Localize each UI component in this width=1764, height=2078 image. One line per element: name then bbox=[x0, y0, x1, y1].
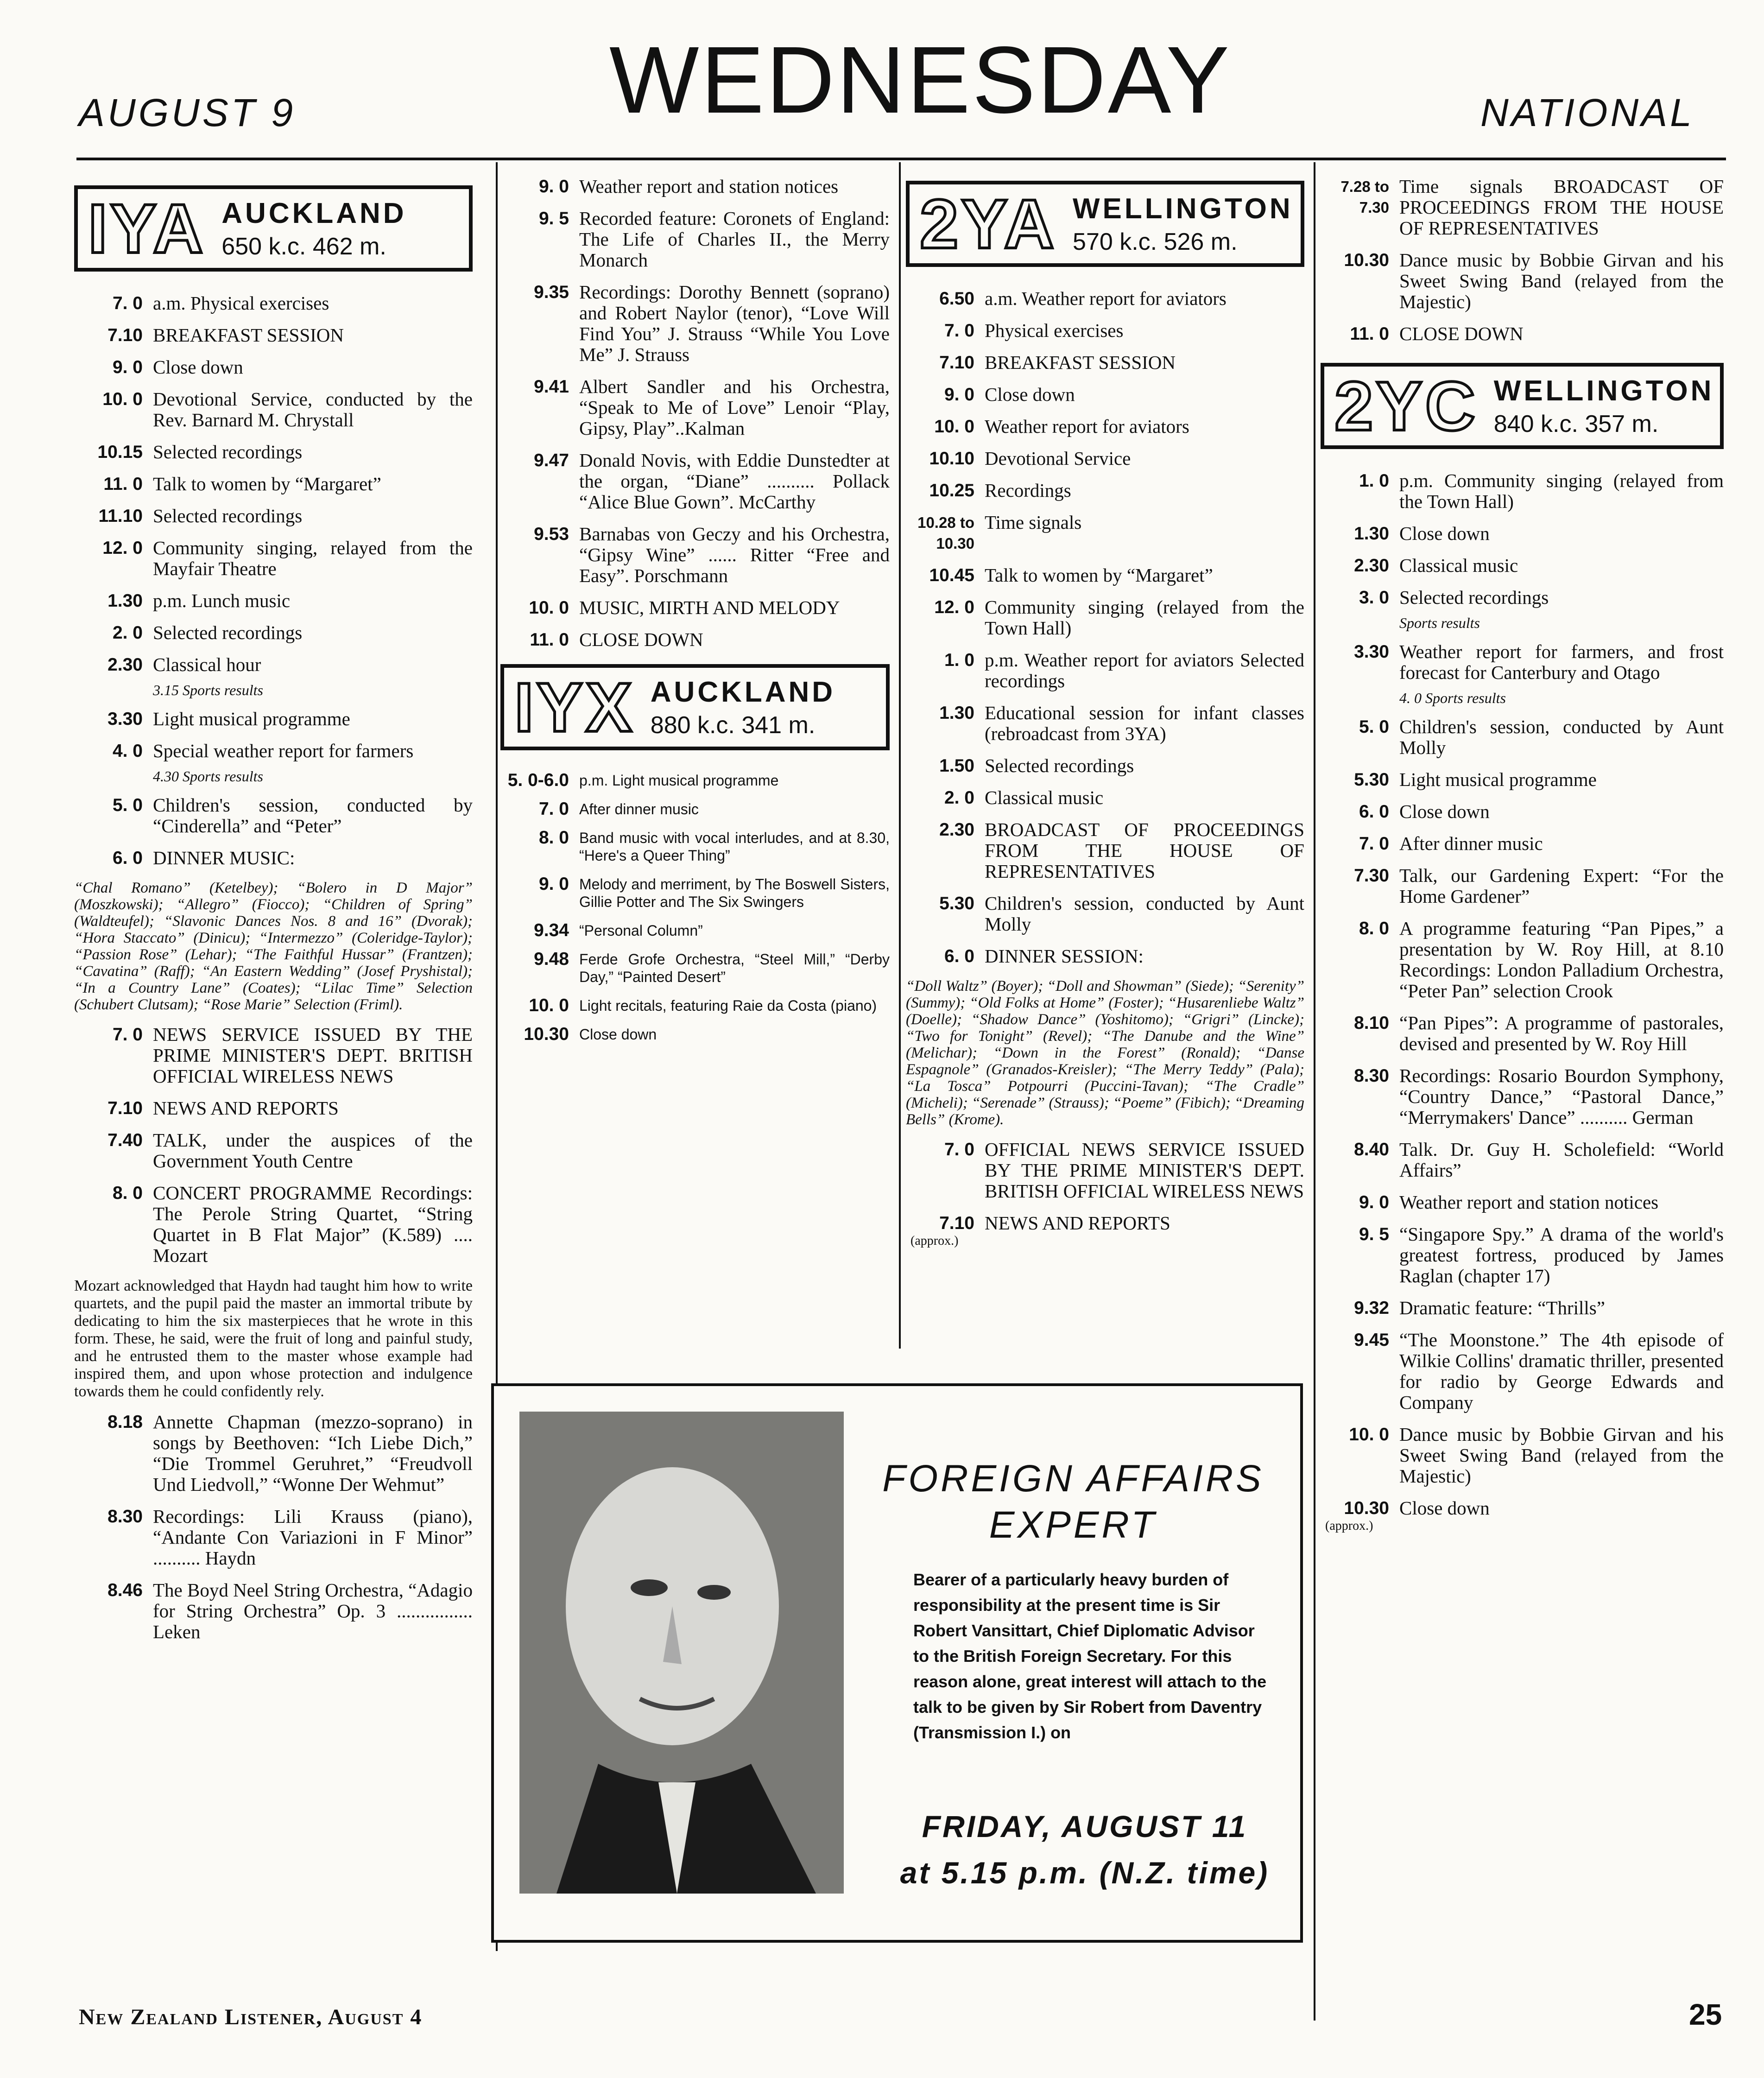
entry-time: 10. 0 bbox=[529, 995, 569, 1015]
station-city: AUCKLAND bbox=[650, 676, 836, 708]
entry-text: After dinner music bbox=[1399, 833, 1543, 854]
entry-text: Community singing, relayed from the Mayfair Theatre bbox=[153, 537, 473, 579]
entry-time: 7.10 bbox=[939, 1213, 974, 1233]
list-item bbox=[74, 474, 473, 494]
list-item bbox=[74, 1024, 473, 1087]
entry-text: “The Moonstone.” The 4th episode of Wilkie Collins' dramatic thriller, presented for radio by George Edwards and Company bbox=[1399, 1329, 1724, 1413]
entry-text: CONCERT PROGRAMME Recordings: The Perole String Quartet, “String Quartet in B Flat Major” (K.589) .... Mozart bbox=[153, 1182, 473, 1266]
entry-text: Melody and merriment, by The Boswell Sisters, Gillie Potter and The Six Swingers bbox=[579, 876, 890, 910]
list-item bbox=[74, 1098, 473, 1119]
entry-time: 11. 0 bbox=[1350, 324, 1389, 344]
column-1yA bbox=[74, 167, 473, 1654]
entry-text: Close down bbox=[1399, 1497, 1490, 1519]
list-item bbox=[1321, 523, 1724, 544]
entry-time: 8.18 bbox=[107, 1412, 143, 1432]
list-item bbox=[1321, 833, 1724, 854]
station-box-2yc bbox=[1321, 363, 1724, 449]
list-item bbox=[1321, 555, 1724, 576]
station-frequency: 880 k.c. 341 m. bbox=[650, 711, 816, 739]
entry-time: 1.30 bbox=[939, 703, 974, 723]
entry-time: 5. 0 bbox=[1359, 717, 1389, 737]
sports-note: 3.15 Sports results bbox=[153, 682, 263, 698]
entry-time: 7. 0 bbox=[538, 799, 569, 819]
entry-time: 10.28 to 10.30 bbox=[917, 514, 974, 552]
entry-time: 10. 0 bbox=[934, 417, 974, 437]
entry-time: 7.30 bbox=[1354, 866, 1389, 886]
feature-time-line: at 5.15 p.m. (N.Z. time) bbox=[900, 1856, 1270, 1890]
entry-time: 6.50 bbox=[939, 289, 974, 309]
entry-text: Close down bbox=[579, 1026, 657, 1043]
entry-time: 2. 0 bbox=[112, 623, 143, 643]
entry-text: The Boyd Neel String Orchestra, “Adagio for String Orchestra” Op. 3 ................ Leken bbox=[153, 1579, 473, 1642]
list-item bbox=[74, 293, 473, 314]
list-item bbox=[1321, 865, 1724, 907]
entry-time: 7.28 to 7.30 bbox=[1340, 178, 1389, 216]
list-item bbox=[500, 1026, 890, 1043]
approx-label: (approx.) bbox=[1325, 1519, 1373, 1533]
entry-time: 7.10 bbox=[107, 1098, 143, 1118]
list-item bbox=[906, 1139, 1304, 1202]
list-item bbox=[1321, 1298, 1724, 1318]
entry-text: Weather report and station notices bbox=[1399, 1191, 1659, 1213]
list-item bbox=[906, 946, 1304, 967]
entry-text: Devotional Service bbox=[985, 448, 1131, 469]
sports-note: 4.30 Sports results bbox=[153, 768, 263, 785]
list-item bbox=[74, 848, 473, 868]
entry-time: 1.30 bbox=[107, 591, 143, 611]
entry-text: BREAKFAST SESSION bbox=[985, 352, 1176, 373]
mozart-note: Mozart acknowledged that Haydn had taught him how to write quartets, and the pupil paid the master an immortal tribute by dedicating to him the six masterpieces that he wrote in this form. These, he said, were the fruit of long and painful study, and he entrusted them to the master whose example had inspired them, and upon whose protection and indulgence towards them he could confidently rely. bbox=[74, 1277, 473, 1400]
entry-time: 5.30 bbox=[939, 893, 974, 913]
list-item bbox=[1321, 470, 1724, 512]
entry-time: 10.15 bbox=[97, 442, 143, 462]
list-item bbox=[500, 376, 890, 439]
entry-text: Talk to women by “Margaret” bbox=[153, 473, 381, 494]
entry-text: p.m. Lunch music bbox=[153, 590, 291, 611]
list-item bbox=[500, 208, 890, 271]
entry-text: Classical hour bbox=[153, 654, 261, 675]
entry-time: 3. 0 bbox=[1359, 588, 1389, 608]
list-item bbox=[74, 1412, 473, 1495]
entry-text: Band music with vocal interludes, and at 8.30, “Here's a Queer Thing” bbox=[579, 830, 890, 864]
entry-text: Talk, our Gardening Expert: “For the Home Gardener” bbox=[1399, 865, 1724, 907]
list-item bbox=[1321, 587, 1724, 608]
station-city: WELLINGTON bbox=[1073, 192, 1293, 225]
station-box-1yx bbox=[500, 664, 890, 750]
list-item bbox=[906, 787, 1304, 808]
list-item bbox=[500, 524, 890, 586]
entry-time: 8. 0 bbox=[538, 828, 569, 848]
list-item bbox=[1321, 1192, 1724, 1213]
list-item bbox=[1321, 1424, 1724, 1487]
entry-time: 10. 0 bbox=[529, 598, 569, 618]
list-item bbox=[500, 800, 890, 818]
entry-text: Classical music bbox=[985, 787, 1104, 808]
entry-time: 2.30 bbox=[107, 655, 143, 675]
entry-time: 5.30 bbox=[1354, 770, 1389, 790]
column-divider bbox=[1314, 162, 1315, 2021]
entry-text: DINNER MUSIC: bbox=[153, 847, 295, 868]
list-item bbox=[906, 703, 1304, 744]
entry-time: 6. 0 bbox=[1359, 802, 1389, 822]
list-item bbox=[906, 755, 1304, 776]
list-item bbox=[74, 325, 473, 346]
column-2yc bbox=[1321, 167, 1724, 1533]
entry-text: After dinner music bbox=[579, 801, 699, 817]
entry-time: 10.30 bbox=[1344, 1498, 1389, 1518]
entry-time: 8.40 bbox=[1354, 1140, 1389, 1159]
page-number: 25 bbox=[1689, 1998, 1722, 2031]
entry-text: Selected recordings bbox=[1399, 587, 1549, 608]
list-item bbox=[74, 741, 473, 761]
entry-time: 9. 5 bbox=[1359, 1224, 1389, 1244]
entry-time: 10.45 bbox=[929, 565, 974, 585]
list-item bbox=[1321, 250, 1724, 312]
entry-text: Educational session for infant classes (rebroadcast from 3YA) bbox=[985, 702, 1304, 744]
entry-time: 11. 0 bbox=[530, 630, 569, 650]
column-1ya-cont bbox=[500, 167, 890, 1054]
entry-time: 10.25 bbox=[929, 481, 974, 500]
entry-text: Ferde Grofe Orchestra, “Steel Mill,” “Derby Day,” “Painted Desert” bbox=[579, 951, 890, 985]
entry-text: Community singing (relayed from the Town Hall) bbox=[985, 596, 1304, 639]
entry-time: 10. 0 bbox=[102, 389, 143, 409]
entry-text: Recordings: Lili Krauss (piano), “Andante Con Variazioni in F Minor” .......... Haydn bbox=[153, 1506, 473, 1569]
entry-time: 9.41 bbox=[534, 377, 569, 397]
entry-text: “Pan Pipes”: A programme of pastorales, devised and presented by W. Roy Hill bbox=[1399, 1012, 1724, 1054]
station-frequency: 650 k.c. 462 m. bbox=[221, 233, 386, 260]
list-item bbox=[1321, 176, 1724, 239]
entry-text: Selected recordings bbox=[153, 622, 303, 643]
entry-text: TALK, under the auspices of the Government Youth Centre bbox=[153, 1129, 473, 1172]
entry-time: 12. 0 bbox=[102, 538, 143, 558]
dinner-music-list: “Chal Romano” (Ketelbey); “Bolero in D Major” (Moszkowski); “Allegro” (Fiocco); “Children of Spring” (Waldteufel); “Slavonic Dances Nos. 8 and 16” (Dvorak); “Hora Staccato” (Dinicu); “Intermezzo” (Coleridge-Taylor); “Passion Rose” (Lehar); “The Faithful Hussar” (Frantzen); “Cavatina” (Raff); “An Eastern Wedding” (Josef Pryshistal); “In a Country Lane” (Coates); “Lilac Time” Selection (Schubert Clutsam); “Rose Marie” Selection (Friml). bbox=[74, 880, 473, 1013]
list-item bbox=[74, 1580, 473, 1642]
list-item bbox=[906, 650, 1304, 691]
list-item bbox=[500, 922, 890, 939]
entry-text: A programme featuring “Pan Pipes,” a presentation by W. Roy Hill, at 8.10 Recordings: London Palladium Orchestra, “Peter Pan” selection Crook bbox=[1399, 918, 1724, 1001]
station-frequency: 840 k.c. 357 m. bbox=[1493, 410, 1659, 437]
entry-time: 11. 0 bbox=[103, 474, 143, 494]
entry-text: Light musical programme bbox=[1399, 769, 1597, 790]
list-item bbox=[500, 875, 890, 911]
list-item bbox=[74, 1506, 473, 1569]
entry-time: 6. 0 bbox=[944, 946, 974, 966]
entry-time: 1. 0 bbox=[1359, 471, 1389, 491]
entry-text: a.m. Physical exercises bbox=[153, 292, 329, 314]
entry-time: 9.35 bbox=[534, 282, 569, 302]
entry-time: 7. 0 bbox=[112, 1025, 143, 1045]
entry-text: NEWS AND REPORTS bbox=[153, 1097, 339, 1119]
column-2ya bbox=[906, 167, 1304, 1248]
station-frequency: 570 k.c. 526 m. bbox=[1073, 228, 1238, 255]
entry-time: 9. 0 bbox=[538, 177, 569, 196]
entry-time: 1.50 bbox=[939, 756, 974, 776]
list-item bbox=[74, 538, 473, 579]
entry-text: Children's session, conducted by Aunt Molly bbox=[1399, 716, 1724, 758]
list-item bbox=[500, 282, 890, 365]
entry-text: p.m. Weather report for aviators Selected recordings bbox=[985, 649, 1304, 691]
entry-time: 9. 5 bbox=[538, 209, 569, 228]
entry-text: Weather report for aviators bbox=[985, 416, 1189, 437]
entry-text: Weather report and station notices bbox=[579, 176, 839, 197]
entry-time: 9. 0 bbox=[112, 357, 143, 377]
list-item bbox=[906, 512, 1304, 554]
entry-text: Time signals bbox=[985, 512, 1082, 533]
entry-text: Selected recordings bbox=[153, 441, 303, 462]
list-item bbox=[74, 389, 473, 431]
list-item bbox=[74, 709, 473, 729]
entry-text: Light musical programme bbox=[153, 708, 350, 729]
entry-time: 1.30 bbox=[1354, 524, 1389, 544]
list-item bbox=[74, 622, 473, 643]
entry-time: 8.30 bbox=[107, 1507, 143, 1527]
list-item bbox=[74, 357, 473, 378]
feature-date bbox=[892, 1803, 1277, 1896]
entry-text: Talk to women by “Margaret” bbox=[985, 564, 1213, 586]
entry-text: Recordings bbox=[985, 480, 1071, 501]
station-callsign: 2YA bbox=[920, 185, 1057, 263]
list-item bbox=[1321, 1498, 1724, 1519]
feature-title: FOREIGN AFFAIRS EXPERT bbox=[882, 1457, 1264, 1546]
entry-text: Dramatic feature: “Thrills” bbox=[1399, 1297, 1605, 1318]
entry-text: CLOSE DOWN bbox=[1399, 323, 1524, 344]
entry-text: Children's session, conducted by Aunt Molly bbox=[985, 893, 1304, 935]
entry-text: Albert Sandler and his Orchestra, “Speak to Me of Love” Lenoir “Play, Gipsy, Play”..Kalman bbox=[579, 376, 890, 439]
list-item bbox=[906, 597, 1304, 639]
list-item bbox=[906, 565, 1304, 586]
entry-time: 2. 0 bbox=[944, 788, 974, 808]
entry-text: BROADCAST OF PROCEEDINGS FROM THE HOUSE OF REPRESENTATIVES bbox=[985, 819, 1304, 882]
entry-time: 10.30 bbox=[524, 1024, 569, 1044]
entry-time: 8.46 bbox=[107, 1580, 143, 1600]
entry-time: 8.10 bbox=[1354, 1013, 1389, 1033]
page-title: WEDNESDAY bbox=[609, 27, 1232, 133]
entry-text: Close down bbox=[153, 356, 243, 378]
entry-text: Physical exercises bbox=[985, 320, 1124, 341]
entry-text: p.m. Community singing (relayed from the Town Hall) bbox=[1399, 470, 1724, 512]
entry-time: 10.10 bbox=[929, 449, 974, 469]
list-item bbox=[500, 772, 890, 789]
entry-time: 10.30 bbox=[1344, 250, 1389, 270]
entry-text: Barnabas von Geczy and his Orchestra, “Gipsy Wine” ...... Ritter “Free and Easy”. Porschmann bbox=[579, 523, 890, 586]
footer-publication: New Zealand Listener, August 4 bbox=[79, 2005, 423, 2029]
entry-time: 7.10 bbox=[939, 353, 974, 373]
portrait-photo bbox=[519, 1412, 844, 1894]
entry-text: Time signals BROADCAST OF PROCEEDINGS FROM THE HOUSE OF REPRESENTATIVES bbox=[1399, 176, 1724, 239]
list-item bbox=[1321, 323, 1724, 344]
entry-time: 8.30 bbox=[1354, 1066, 1389, 1086]
list-item bbox=[74, 654, 473, 675]
header-network: NATIONAL bbox=[1480, 91, 1694, 134]
header-rule bbox=[76, 158, 1726, 160]
entry-time: 8. 0 bbox=[112, 1183, 143, 1203]
entry-time: 9. 0 bbox=[1359, 1192, 1389, 1212]
entry-text: a.m. Weather report for aviators bbox=[985, 288, 1227, 309]
sports-note: 4. 0 Sports results bbox=[1399, 690, 1506, 706]
entry-text: Recordings: Rosario Bourdon Symphony, “Country Dance,” “Pastoral Dance,” “Merrymakers' Dance” .......... German bbox=[1399, 1065, 1724, 1128]
list-item bbox=[906, 384, 1304, 405]
list-item bbox=[1321, 1065, 1724, 1128]
entry-time: 9.47 bbox=[534, 450, 569, 470]
list-item bbox=[1321, 918, 1724, 1001]
entry-time: 7. 0 bbox=[944, 1140, 974, 1159]
entry-time: 11.10 bbox=[98, 506, 143, 526]
station-city: WELLINGTON bbox=[1493, 374, 1714, 407]
entry-time: 8. 0 bbox=[1359, 919, 1389, 938]
list-item bbox=[74, 506, 473, 526]
entry-text: OFFICIAL NEWS SERVICE ISSUED BY THE PRIME MINISTER'S DEPT. BRITISH OFFICIAL WIRELESS NEWS bbox=[985, 1139, 1304, 1202]
entry-text: p.m. Light musical programme bbox=[579, 772, 779, 789]
entry-text: Recordings: Dorothy Bennett (soprano) and Robert Naylor (tenor), “Love Will Find You” J. Strauss “While You Love Me” J. Strauss bbox=[579, 281, 890, 365]
entry-time: 9.48 bbox=[534, 949, 569, 969]
entry-text: “Personal Column” bbox=[579, 922, 703, 939]
entry-text: Close down bbox=[1399, 523, 1490, 544]
list-item bbox=[906, 819, 1304, 882]
entry-text: BREAKFAST SESSION bbox=[153, 324, 344, 346]
entry-text: Donald Novis, with Eddie Dunstedter at the organ, “Diane” .......... Pollack “Alice Blue Gown”. McCarthy bbox=[579, 450, 890, 513]
entry-time: 2.30 bbox=[939, 820, 974, 840]
entry-time: 5. 0-6.0 bbox=[507, 770, 569, 790]
entry-text: Classical music bbox=[1399, 555, 1518, 576]
entry-text: Close down bbox=[1399, 801, 1490, 822]
entry-text: Light recitals, featuring Raie da Costa (piano) bbox=[579, 997, 877, 1014]
list-item bbox=[500, 597, 890, 618]
list-item bbox=[1321, 1013, 1724, 1054]
station-callsign: IYX bbox=[514, 668, 635, 746]
entry-time: 4. 0 bbox=[112, 741, 143, 761]
programme-list bbox=[500, 772, 890, 1043]
list-item bbox=[1321, 1330, 1724, 1413]
sports-note: Sports results bbox=[1399, 615, 1480, 631]
list-item bbox=[906, 320, 1304, 341]
entry-time: 12. 0 bbox=[934, 597, 974, 617]
entry-text: Dance music by Bobbie Girvan and his Sweet Swing Band (relayed from the Majestic) bbox=[1399, 249, 1724, 312]
entry-time: 7. 0 bbox=[944, 321, 974, 341]
entry-time: 3.30 bbox=[1354, 642, 1389, 662]
entry-text: Annette Chapman (mezzo-soprano) in songs by Beethoven: “Ich Liebe Dich,” “Die Trommel Geruhret,” “Freudvoll Und Liedvoll,” “Wonne Der Wehmut” bbox=[153, 1411, 473, 1495]
list-item bbox=[1321, 1139, 1724, 1181]
entry-time: 9. 0 bbox=[538, 874, 569, 894]
entry-text: “Singapore Spy.” A drama of the world's greatest fortress, produced by James Raglan (chapter 17) bbox=[1399, 1223, 1724, 1286]
entry-text: Special weather report for farmers bbox=[153, 740, 414, 761]
list-item bbox=[1321, 769, 1724, 790]
list-item bbox=[906, 416, 1304, 437]
entry-time: 10. 0 bbox=[1349, 1425, 1389, 1444]
list-item bbox=[500, 450, 890, 513]
list-item bbox=[500, 829, 890, 864]
entry-time: 7.10 bbox=[107, 325, 143, 345]
entry-text: Dance music by Bobbie Girvan and his Sweet Swing Band (relayed from the Majestic) bbox=[1399, 1424, 1724, 1487]
list-item bbox=[1321, 716, 1724, 758]
list-item bbox=[906, 480, 1304, 501]
entry-text: Talk. Dr. Guy H. Scholefield: “World Affairs” bbox=[1399, 1139, 1724, 1181]
entry-text: Children's session, conducted by “Cinderella” and “Peter” bbox=[153, 794, 473, 836]
list-item bbox=[906, 1213, 1304, 1234]
list-item bbox=[1321, 641, 1724, 683]
programme-list bbox=[74, 293, 473, 1642]
entry-time: 7. 0 bbox=[1359, 834, 1389, 854]
entry-text: NEWS AND REPORTS bbox=[985, 1212, 1170, 1234]
entry-time: 7.40 bbox=[107, 1130, 143, 1150]
entry-time: 2.30 bbox=[1354, 556, 1389, 576]
station-callsign: IYA bbox=[88, 190, 206, 267]
list-item bbox=[500, 950, 890, 986]
feature-body: Bearer of a particularly heavy burden of responsibility at the present time is Sir Robert Vansittart, Chief Diplomatic Advisor to the British Foreign Secretary. For this reason alone, great interest will attach to the talk to be given by Sir Robert from Daventry (Transmission I.) on bbox=[913, 1570, 1267, 1742]
entry-time: 7. 0 bbox=[112, 293, 143, 313]
entry-time: 6. 0 bbox=[112, 848, 143, 868]
entry-text: NEWS SERVICE ISSUED BY THE PRIME MINISTER'S DEPT. BRITISH OFFICIAL WIRELESS NEWS bbox=[153, 1024, 473, 1087]
feature-date-line: FRIDAY, AUGUST 11 bbox=[922, 1809, 1248, 1844]
entry-text: DINNER SESSION: bbox=[985, 945, 1144, 967]
header-date: AUGUST 9 bbox=[79, 91, 296, 134]
list-item bbox=[906, 893, 1304, 935]
entry-text: Devotional Service, conducted by the Rev. Barnard M. Chrystall bbox=[153, 388, 473, 431]
station-box-2ya bbox=[906, 181, 1304, 267]
list-item bbox=[906, 288, 1304, 309]
list-item bbox=[500, 176, 890, 197]
entry-time: 9.45 bbox=[1354, 1330, 1389, 1350]
list-item bbox=[74, 1130, 473, 1172]
list-item bbox=[1321, 1224, 1724, 1286]
entry-time: 3.30 bbox=[107, 709, 143, 729]
entry-time: 9.32 bbox=[1354, 1298, 1389, 1318]
portrait-illustration bbox=[519, 1412, 844, 1894]
entry-text: Close down bbox=[985, 384, 1075, 405]
entry-text: CLOSE DOWN bbox=[579, 629, 703, 650]
entry-text: Selected recordings bbox=[153, 505, 303, 526]
list-item bbox=[500, 997, 890, 1014]
entry-time: 9. 0 bbox=[944, 385, 974, 405]
entry-time: 9.53 bbox=[534, 524, 569, 544]
approx-label: (approx.) bbox=[910, 1234, 959, 1248]
list-item bbox=[74, 590, 473, 611]
dinner-session-list: “Doll Waltz” (Boyer); “Doll and Showman” (Siede); “Serenity” (Summy); “Old Folks at Home” (Foster); “Husarenliebe Waltz” (Doelle); “Shadow Dance” (Yoshitomo); “Grigri” (Lincke); “Two for Tonight” (Revel); “The Danube and the Wine” (Melichar); “Down in the Forest” (Ronald); “Danse Espagnole” (Granados-Kreisler); “The Merry Teddy” (Pala); “La Tosca” Potpourri (Puccini-Tavan); “The Cradle” (Micheli); “Serenade” (Strauss); “Poeme” (Fibich); “Dreaming Bells” (Krome). bbox=[906, 978, 1304, 1128]
list-item bbox=[74, 442, 473, 462]
feature-box bbox=[491, 1383, 1303, 1943]
list-item bbox=[906, 448, 1304, 469]
entry-text: MUSIC, MIRTH AND MELODY bbox=[579, 597, 840, 618]
entry-time: 5. 0 bbox=[112, 795, 143, 815]
entry-time: 9.34 bbox=[534, 920, 569, 940]
list-item bbox=[500, 629, 890, 650]
entry-text: Selected recordings bbox=[985, 755, 1134, 776]
station-box-1ya bbox=[74, 185, 473, 272]
entry-text: Recorded feature: Coronets of England: The Life of Charles II., the Merry Monarch bbox=[579, 208, 890, 271]
entry-text: Weather report for farmers, and frost forecast for Canterbury and Otago bbox=[1399, 641, 1724, 683]
list-item bbox=[74, 795, 473, 836]
list-item bbox=[74, 1183, 473, 1266]
entry-time: 1. 0 bbox=[944, 650, 974, 670]
station-city: AUCKLAND bbox=[221, 197, 407, 229]
list-item bbox=[906, 352, 1304, 373]
list-item bbox=[1321, 801, 1724, 822]
column-divider bbox=[899, 162, 901, 1349]
station-callsign: 2YC bbox=[1334, 367, 1478, 445]
